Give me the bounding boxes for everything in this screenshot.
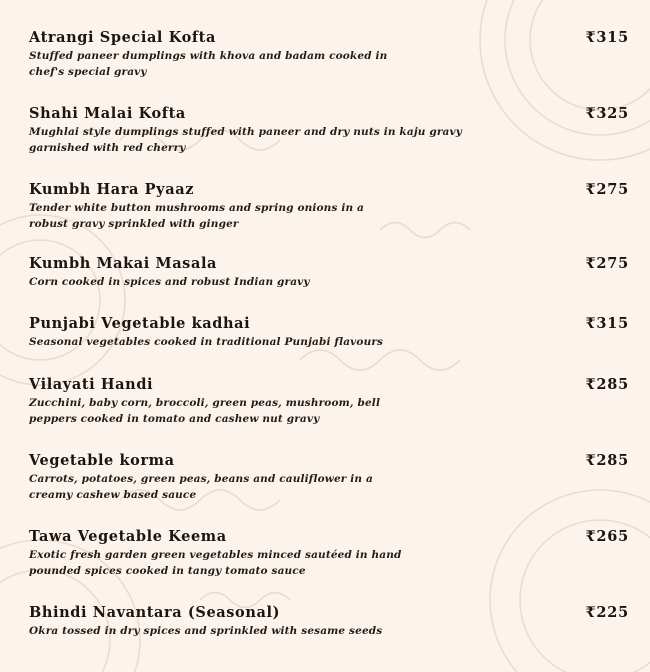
item-price: ₹315	[585, 29, 629, 46]
menu-item	[29, 105, 635, 156]
menu-list	[29, 24, 635, 639]
menu-item	[29, 604, 635, 639]
item-price: ₹225	[585, 604, 629, 621]
item-name: Punjabi Vegetable kadhai	[29, 315, 251, 332]
menu-item	[29, 29, 635, 80]
item-description: Seasonal vegetables cooked in traditional Punjabi flavours	[29, 336, 384, 348]
item-name: Kumbh Hara Pyaaz	[29, 181, 195, 198]
item-description: Tender white button mushrooms and spring onions in a robust gravy sprinkled with ginger	[29, 202, 365, 230]
item-description: Corn cooked in spices and robust Indian gravy	[29, 276, 310, 288]
item-price: ₹315	[585, 315, 629, 332]
menu-item	[29, 452, 635, 503]
item-price: ₹285	[585, 452, 629, 469]
item-price: ₹325	[585, 105, 629, 122]
menu-item	[29, 528, 635, 579]
item-description: Stuffed paneer dumplings with khova and badam cooked in chef's special gravy	[29, 50, 388, 78]
menu-item	[29, 315, 635, 350]
item-name: Shahi Malai Kofta	[29, 105, 186, 122]
item-price: ₹285	[585, 376, 629, 393]
menu-item	[29, 376, 635, 427]
item-description: Carrots, potatoes, green peas, beans and cauliflower in a creamy cashew based sauce	[29, 473, 373, 501]
item-description: Exotic fresh garden green vegetables minced sautéed in hand pounded spices cooked in tangy tomato sauce	[29, 549, 402, 577]
menu-item	[29, 255, 635, 290]
item-name: Kumbh Makai Masala	[29, 255, 218, 272]
item-name: Atrangi Special Kofta	[29, 29, 216, 46]
item-description: Zucchini, baby corn, broccoli, green peas, mushroom, bell peppers cooked in tomato and cashew nut gravy	[29, 397, 381, 425]
menu-item	[29, 181, 635, 232]
item-description: Okra tossed in dry spices and sprinkled with sesame seeds	[29, 625, 383, 637]
item-name: Bhindi Navantara (Seasonal)	[29, 604, 281, 621]
item-price: ₹275	[585, 181, 629, 198]
item-price: ₹275	[585, 255, 629, 272]
item-name: Tawa Vegetable Keema	[29, 528, 227, 545]
item-price: ₹265	[585, 528, 629, 545]
item-name: Vegetable korma	[29, 452, 175, 469]
item-description: Mughlai style dumplings stuffed with paneer and dry nuts in kaju gravy garnished with red cherry	[29, 126, 462, 154]
item-name: Vilayati Handi	[29, 376, 154, 393]
